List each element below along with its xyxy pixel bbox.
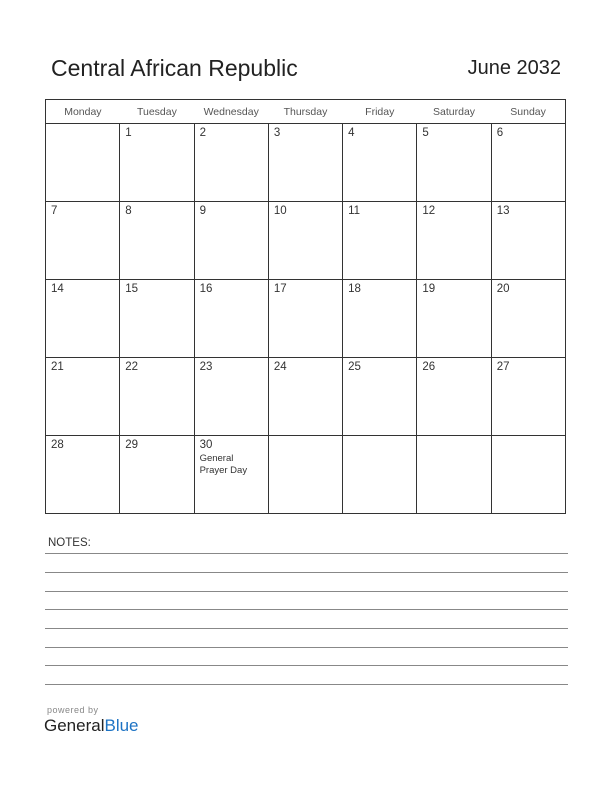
- note-line: [45, 665, 568, 666]
- day-number: 12: [422, 205, 436, 217]
- day-number: 24: [273, 361, 287, 373]
- day-number: 8: [125, 205, 132, 217]
- week-row: [46, 124, 566, 202]
- week-row: [46, 280, 566, 358]
- day-cell: [417, 436, 491, 514]
- day-number: 2: [199, 127, 206, 139]
- day-number: 15: [125, 283, 139, 295]
- weekday-header: Tuesday: [120, 100, 194, 124]
- day-cell: [268, 280, 342, 358]
- day-cell: [194, 358, 268, 436]
- day-cell: [343, 280, 417, 358]
- powered-by-text: powered by: [47, 705, 99, 715]
- day-cell: [417, 280, 491, 358]
- note-line: [45, 553, 568, 554]
- day-number: 11: [348, 205, 361, 217]
- calendar-country-title: Central African Republic: [51, 55, 298, 81]
- day-number: 9: [199, 205, 206, 217]
- generalblue-logo[interactable]: [44, 716, 139, 736]
- day-cell: [268, 358, 342, 436]
- day-cell: [120, 124, 194, 202]
- day-number: 23: [199, 361, 213, 373]
- day-cell: [120, 358, 194, 436]
- day-cell: [343, 202, 417, 280]
- weekday-header: Saturday: [417, 100, 491, 124]
- day-number: 21: [51, 361, 64, 373]
- weekday-header-row: [46, 100, 566, 124]
- day-number: 17: [273, 283, 287, 295]
- day-number: 29: [125, 439, 139, 451]
- day-cell: [491, 124, 565, 202]
- day-number: 27: [496, 361, 510, 373]
- holiday-label-line: General: [199, 453, 234, 464]
- brand-part-blue: Blue: [104, 716, 139, 735]
- day-number: 6: [496, 127, 504, 139]
- day-number: 22: [125, 361, 139, 373]
- day-number: 5: [422, 127, 429, 139]
- calendar-grid: [45, 99, 566, 514]
- weekday-header: Wednesday: [194, 100, 268, 124]
- note-line: [45, 591, 568, 592]
- calendar-month-title: June 2032: [467, 57, 561, 79]
- day-cell: [194, 280, 268, 358]
- day-number: 26: [422, 361, 436, 373]
- day-cell: [268, 436, 342, 514]
- day-cell: [46, 436, 120, 514]
- note-line: [45, 684, 568, 685]
- day-cell: [417, 358, 491, 436]
- day-cell: [343, 436, 417, 514]
- day-cell: [120, 436, 194, 514]
- day-cell: [46, 358, 120, 436]
- weekday-header: Thursday: [268, 100, 342, 124]
- holiday-label-line: Prayer Day: [199, 464, 248, 476]
- day-number: 7: [51, 205, 58, 217]
- week-row: [46, 202, 566, 280]
- day-cell: [417, 124, 491, 202]
- weekday-header: Friday: [343, 100, 417, 124]
- weekday-header: Monday: [46, 100, 120, 124]
- day-cell: [491, 280, 565, 358]
- day-number: 13: [496, 205, 510, 217]
- day-cell: [491, 202, 565, 280]
- day-cell: [268, 202, 342, 280]
- day-number: 19: [422, 283, 436, 295]
- notes-label: NOTES:: [48, 537, 91, 549]
- day-cell: [194, 436, 268, 514]
- day-number: 14: [51, 283, 64, 295]
- week-row: [46, 358, 566, 436]
- note-line: [45, 609, 568, 610]
- week-row: [46, 436, 566, 514]
- day-number: 16: [199, 283, 213, 295]
- day-number: 3: [273, 127, 281, 139]
- day-cell: [268, 124, 342, 202]
- day-cell: [417, 202, 491, 280]
- day-number: 10: [273, 205, 287, 217]
- note-line: [45, 628, 568, 629]
- day-number: 20: [496, 283, 510, 295]
- note-line: [45, 572, 568, 573]
- day-cell: [120, 202, 194, 280]
- day-number: 28: [51, 439, 64, 451]
- day-number: 4: [348, 127, 355, 139]
- day-cell: [491, 358, 565, 436]
- day-number: 18: [348, 283, 361, 295]
- day-number: 30: [199, 439, 213, 451]
- brand-part-general: General: [44, 716, 105, 735]
- day-number: 1: [125, 127, 132, 139]
- day-cell: [194, 202, 268, 280]
- day-cell: [120, 280, 194, 358]
- day-cell: [343, 124, 417, 202]
- day-cell: [46, 280, 120, 358]
- day-cell: [491, 436, 565, 514]
- day-number: 25: [348, 361, 361, 373]
- day-cell: [46, 202, 120, 280]
- day-cell: [46, 124, 120, 202]
- weekday-header: Sunday: [491, 100, 565, 124]
- day-cell: [343, 358, 417, 436]
- day-cell: [194, 124, 268, 202]
- holiday-label: [200, 453, 268, 476]
- note-line: [45, 647, 568, 648]
